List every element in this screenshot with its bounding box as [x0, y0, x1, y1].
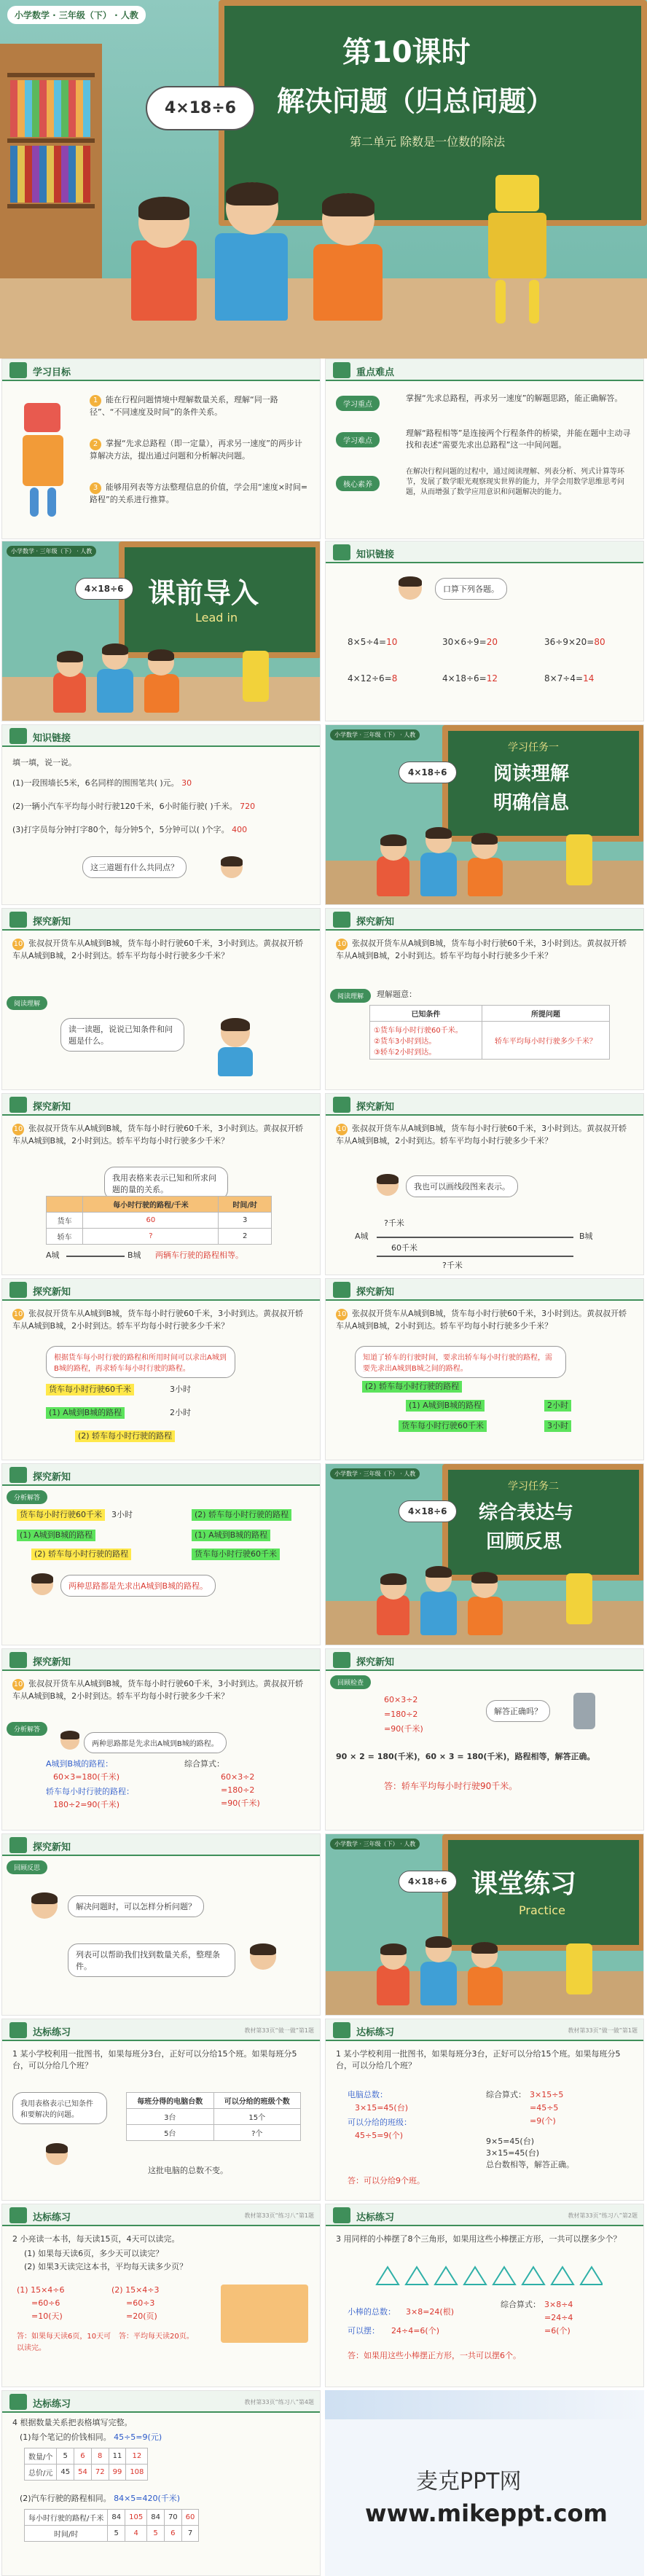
tip-bubble: 两种思路都是先求出A城到B城的路程。 — [84, 1732, 227, 1753]
seg-top: ?千米 — [384, 1218, 404, 1228]
textbook-ref: 教材第33页“做一做”第1题 — [244, 2027, 314, 2034]
part-2: (2)汽车行驶的路程相同。 — [20, 2494, 111, 2503]
expr-2: =180÷2 — [384, 1710, 418, 1719]
combined-2: =45÷5 — [530, 2103, 559, 2113]
known-2: ②货车3小时到达。 — [374, 1038, 436, 1046]
slide-title: 探究新知 — [33, 1102, 71, 1113]
expression-bubble: 4×18÷6 — [399, 762, 457, 783]
slide-explore-9 — [325, 1648, 644, 1831]
flow-distance: (1) A城到B城的路程 — [46, 1407, 125, 1419]
triangle-icon — [522, 2267, 544, 2285]
tag-difficulty: 学习难点 — [336, 432, 380, 447]
flow-left-2: 3小时 — [111, 1510, 133, 1519]
question-bubble: 解决问题时，可以怎样分析问题？ — [68, 1895, 204, 1917]
flow-right-2: (1) A城到B城的路程 — [192, 1530, 270, 1541]
part-1-expr: 45÷5=9(元) — [114, 2432, 162, 2442]
cell: 99 — [109, 2465, 126, 2481]
triangle-icon — [493, 2267, 515, 2285]
expression-bubble: 4×18÷6 — [146, 86, 255, 130]
cell: 84 — [108, 2510, 125, 2526]
equal-note: 两辆车行驶的路程相等。 — [155, 1250, 243, 1260]
section-title: 课前导入 — [148, 577, 259, 609]
work-4: (2) 15×4÷3 — [111, 2285, 160, 2295]
slide-title: 探究新知 — [356, 1102, 395, 1113]
speed-table — [46, 1196, 272, 1245]
expression-bubble: 4×18÷6 — [75, 578, 133, 600]
slide-title: 探究新知 — [33, 1287, 71, 1298]
slide-title: 探究新知 — [33, 917, 71, 928]
row-name: 轿车 — [47, 1229, 83, 1245]
problem-number: 10 — [12, 1124, 24, 1135]
slide-title: 达标练习 — [356, 2027, 395, 2038]
slide-practice-2 — [325, 2019, 644, 2201]
goal-2: 掌握“先求总路程（即一定量），再求另一速度”的两步计算解决方法，提出通过问题和分析解决问题。 — [90, 439, 302, 461]
reading-table-illustration — [221, 2285, 308, 2343]
task-title-2: 回顾反思 — [486, 1531, 562, 1553]
flow-left-3: (1) A城到B城的路程 — [17, 1530, 95, 1541]
cover-slide — [0, 0, 647, 359]
section-tag: 小学数学 · 三年级（下） · 人教 — [330, 729, 420, 740]
flow-time-2: 2小时 — [170, 1408, 191, 1417]
cell: 15个 — [213, 2109, 301, 2125]
expr-1: 60×3÷2 — [384, 1695, 418, 1704]
step-1: 小棒的总数： — [348, 2307, 396, 2317]
step-label: 阅读理解 — [330, 989, 371, 1003]
answer: 答：轿车平均每小时行驶90千米。 — [384, 1781, 518, 1791]
row-time: 2 — [219, 1229, 272, 1245]
step-label: 回顾反思 — [7, 1860, 47, 1874]
part-1: (1) 如果每天读6页，多少天可以读完？ — [24, 2249, 164, 2258]
question: 3 用同样的小棒摆了8个三角形，如果用这些小棒摆正方形，一共可以摆多少个？ — [336, 2234, 621, 2244]
section-en: Practice — [519, 1903, 565, 1917]
section-tag: 小学数学 · 三年级（下） · 人教 — [330, 1839, 420, 1849]
expression-bubble: 4×18÷6 — [399, 1500, 457, 1522]
textbook-ref: 教材第33页“练习八”第1题 — [244, 2212, 314, 2219]
calc-a: 10 — [386, 637, 398, 647]
triangle-icon — [406, 2267, 428, 2285]
problem-text: 张叔叔开货车从A城到B城，货车每小时行驶60千米，3小时到达。黄叔叔开轿车从A城到B城，2小时到达。轿车平均每小时行驶多少千米？ — [336, 1309, 627, 1331]
slide-learning-goals: 学习目标 1 能在行程问题情境中理解数量关系，理解“同一路径”、“不同速度及时间”的条件关系。 2 掌握“先求总路程（即一定量），再求另一速度”的两步计算解决方法，提出通过问题和分析解决问题。 3 能够用列表等方法整理信息的价值，学会用“速度×时间=路程”的关系进行推算。 — [1, 359, 321, 539]
price-table — [24, 2448, 148, 2481]
flow-right-4: 货车每小时行驶60千米 — [192, 1549, 280, 1560]
slide-title: 探究新知 — [33, 1657, 71, 1668]
problem-number: 10 — [336, 939, 348, 950]
question-bubble: 这三道题有什么共同点？ — [82, 856, 187, 878]
step-2: 3×8=24(根) — [406, 2307, 455, 2317]
row-speed: ? — [83, 1229, 219, 1245]
problem-text: 张叔叔开货车从A城到B城，货车每小时行驶60千米，3小时到达。黄叔叔开轿车从A城到B城，2小时到达。轿车平均每小时行驶多少千米？ — [12, 939, 304, 960]
triangle-icon — [377, 2267, 399, 2285]
flow-left-1: 货车每小时行驶60千米 — [17, 1509, 105, 1521]
calc-a: 14 — [583, 673, 595, 684]
combined-3: =9(个) — [530, 2116, 556, 2126]
row-speed: 60 — [83, 1213, 219, 1229]
step-1: 电脑总数： — [348, 2090, 388, 2099]
combined-2: =24÷4 — [544, 2313, 573, 2322]
step-2: 3×15=45(台) — [355, 2103, 409, 2113]
slide-title: 探究新知 — [33, 1472, 71, 1483]
flow-time: 3小时 — [170, 1385, 191, 1394]
intro: 填一填，说一说。 — [12, 758, 77, 767]
slide-explore-6 — [325, 1278, 644, 1460]
slide-title: 探究新知 — [33, 1842, 71, 1853]
slide-title: 探究新知 — [356, 917, 395, 928]
condition-table — [369, 1005, 610, 1060]
slide-title: 知识链接 — [356, 549, 395, 560]
combined-label: 综合算式： — [184, 1759, 224, 1769]
calc-q: 4×18÷6= — [442, 673, 487, 684]
lesson-tag: 小学数学 · 三年级（下） · 人教 — [7, 6, 146, 24]
step-3: 可以摆： — [348, 2326, 380, 2336]
cell: 5台 — [127, 2125, 214, 2141]
cell: 12 — [126, 2448, 148, 2465]
flow-truck: 货车每小时行驶60千米 — [399, 1420, 487, 1432]
cell: 数量/个 — [25, 2448, 57, 2465]
tip-bubble: 读一读题，说说已知条件和问题是什么。 — [60, 1018, 184, 1052]
step-label: 阅读理解 — [7, 996, 47, 1010]
cell: 11 — [109, 2448, 126, 2465]
cell: 60 — [181, 2510, 199, 2526]
calc-step-4: 180÷2=90(千米) — [53, 1800, 120, 1809]
question: 1 某小学校利用一批图书，如果每班分3台，正好可以分给15个班。如果每班分5台，可以分给几个班？ — [12, 2049, 297, 2070]
slide-explore-8 — [1, 1648, 321, 1831]
flow-left-5: (2) 轿车每小时行驶的路程 — [31, 1549, 131, 1560]
difficulty-text: 理解“路程相等”是连接两个行程条件的桥梁，并能在题中主动寻找和表述“需要先求出总路程”这一中间问题。 — [406, 428, 631, 450]
robot-illustration — [495, 175, 539, 211]
section-en: Lead in — [195, 611, 238, 625]
triangle-icon — [435, 2267, 457, 2285]
problem-number: 10 — [336, 1309, 348, 1320]
goal-1: 能在行程问题情境中理解数量关系，理解“同一路径”、“不同速度及时间”的条件关系。 — [90, 395, 278, 417]
slide-knowledge-link-2 — [1, 724, 321, 905]
combined-1: 60×3÷2 — [221, 1772, 255, 1782]
work-2: =60÷6 — [31, 2298, 60, 2308]
step-4: 45÷5=9(个) — [355, 2131, 404, 2140]
ask-cell: 轿车平均每小时行驶多少千米？ — [482, 1022, 609, 1060]
tag-literacy: 核心素养 — [336, 476, 380, 491]
cell: 105 — [125, 2510, 147, 2526]
slide-title: 学习目标 — [33, 367, 71, 378]
cell: 每小时行驶的路程/千米 — [25, 2510, 108, 2526]
combined-3: =6(个) — [544, 2326, 570, 2336]
calc-a: 8 — [391, 673, 398, 684]
calc-q: 4×12÷6= — [348, 673, 392, 684]
slide-title: 重点难点 — [356, 367, 395, 378]
slide-task-2 — [325, 1463, 644, 1645]
flow-distance: (1) A城到B城的路程 — [406, 1400, 485, 1412]
tip-bubble: 我用表格表示已知条件和要解决的问题。 — [12, 2092, 107, 2124]
flow-time-2: 3小时 — [544, 1420, 571, 1432]
calc-q: 8×7÷4= — [544, 673, 584, 684]
slide-explore-7 — [1, 1463, 321, 1645]
fill-item: (2)一辆小汽车平均每小时行驶120千米，6小时能行驶( )千米。 — [12, 802, 238, 811]
problem-text: 张叔叔开货车从A城到B城，货车每小时行驶60千米，3小时到达。黄叔叔开轿车从A城到B城，2小时到达。轿车平均每小时行驶多少千米？ — [12, 1679, 304, 1701]
step-3: 可以分给的班级： — [348, 2118, 412, 2127]
slide-key-points — [325, 359, 644, 539]
work-1: (1) 15×4÷6 — [17, 2285, 65, 2295]
section-title: 课堂练习 — [471, 1869, 577, 1899]
cell: 108 — [126, 2465, 148, 2481]
check-3: 总台数相等，解答正确。 — [486, 2160, 574, 2169]
part-2: (2) 如果3天读完这本书，平均每天读多少页？ — [24, 2262, 188, 2271]
fill-answer: 720 — [240, 802, 256, 811]
col: 时间/时 — [219, 1197, 272, 1213]
expr-3: =90(千米) — [384, 1724, 423, 1734]
work-3: =10(天) — [31, 2311, 63, 2321]
answer: 答：可以分给9个班。 — [348, 2176, 425, 2185]
calc-a: 20 — [486, 637, 498, 647]
cell: 5 — [147, 2526, 165, 2542]
slide-practice-5 — [1, 2390, 321, 2576]
combined-1: 3×15÷5 — [530, 2090, 564, 2099]
question: 1 某小学校利用一批图书，如果每班分3台，正好可以分给15个班。如果每班分5台，可以分给几个班？ — [336, 2049, 621, 2070]
calc-a: 12 — [486, 673, 498, 684]
slide-task-1 — [325, 724, 644, 905]
check-2: 3×15=45(台) — [486, 2148, 540, 2158]
slide-title: 达标练习 — [356, 2212, 395, 2223]
cell: 70 — [164, 2510, 181, 2526]
triangle-icon — [581, 2267, 603, 2285]
fill-answer: 400 — [232, 825, 248, 834]
check-text: 90 × 2 = 180(千米)，60 × 3 = 180(千米)，路程相等，解答正确。 — [336, 1752, 595, 1761]
seg-truck: 60千米 — [391, 1243, 417, 1253]
problem-number: 10 — [12, 1309, 24, 1320]
answer-1: 答：如果每天读6页，10天可以读完。 — [17, 2333, 111, 2352]
row-name: 货车 — [47, 1213, 83, 1229]
fill-item: (3)打字员每分钟打字80个，每分钟5个，5分钟可以( )个字。 — [12, 825, 230, 834]
slide-title: 达标练习 — [33, 2399, 71, 2410]
brand-name: 麦克PPT网 — [416, 2469, 522, 2494]
tip-bubble: 知道了轿车的行驶时间，要求出轿车每小时行驶的路程，需要先求出A城到B城之间的路程。 — [355, 1346, 566, 1378]
problem-number: 10 — [12, 939, 24, 950]
cell: 6 — [164, 2526, 181, 2542]
answer-2: 答：平均每天读20页。 — [119, 2333, 194, 2341]
cell: 时间/时 — [25, 2526, 108, 2542]
problem-text: 张叔叔开货车从A城到B城，货车每小时行驶60千米，3小时到达。黄叔叔开轿车从A城到B城，2小时到达。轿车平均每小时行驶多少千米？ — [12, 1309, 304, 1331]
tag-focus: 学习重点 — [336, 396, 380, 411]
step-label: 分析解答 — [7, 1490, 47, 1504]
focus-text: 掌握“先求总路程，再求另一速度”的解题思路，能正确解答。 — [406, 394, 623, 403]
cell: 3台 — [127, 2109, 214, 2125]
cell: 总价/元 — [25, 2465, 57, 2481]
header-ask: 所提问题 — [482, 1006, 609, 1022]
textbook-ref: 教材第33页“练习八”第2题 — [568, 2212, 638, 2219]
calc-step-3: 轿车每小时行驶的路程： — [46, 1787, 134, 1796]
task-title-1: 综合表达与 — [479, 1502, 574, 1524]
calc-step-2: 60×3=180(千米) — [53, 1772, 120, 1782]
check-1: 9×5=45(台) — [486, 2137, 535, 2146]
triangle-icon — [552, 2267, 573, 2285]
combined-label: 综合算式： — [486, 2090, 526, 2099]
header-known: 已知条件 — [370, 1006, 482, 1022]
step-4: 24÷4=6(个) — [391, 2326, 440, 2336]
slide-title: 知识链接 — [33, 733, 71, 744]
cell: ?个 — [213, 2125, 301, 2141]
col: 可以分给的班级个数 — [213, 2093, 301, 2109]
row-time: 3 — [219, 1213, 272, 1229]
constant-note: 这批电脑的总数不变。 — [148, 2166, 228, 2175]
flow-car: (2) 轿车每小时行驶的路程 — [75, 1430, 175, 1442]
slide-explore-2 — [325, 908, 644, 1090]
prompt-bubble: 口算下列各题。 — [435, 578, 507, 600]
part-1: (1)每个笔记的价钱相同。 — [20, 2432, 111, 2442]
triangle-icon — [464, 2267, 486, 2285]
cell: 7 — [181, 2526, 199, 2542]
speed-table — [24, 2509, 199, 2542]
flow-car: (2) 轿车每小时行驶的路程 — [362, 1381, 462, 1393]
col: 每小时行驶的路程/千米 — [83, 1197, 219, 1213]
lesson-subtitle: 第二单元 除数是一位数的除法 — [350, 135, 506, 149]
flow-right-1: (2) 轿车每小时行驶的路程 — [192, 1509, 291, 1521]
slide-practice-cover — [325, 1833, 644, 2016]
slide-lead-in — [1, 541, 321, 721]
task-label: 学习任务一 — [508, 742, 559, 753]
question: 4 根据数量关系把表格填写完整。 — [12, 2418, 133, 2427]
step-label: 回顾检查 — [330, 1675, 371, 1689]
triangle-row-icon — [369, 2264, 603, 2286]
problem-text: 张叔叔开货车从A城到B城，货车每小时行驶60千米，3小时到达。黄叔叔开轿车从A城到B城，2小时到达。轿车平均每小时行驶多少千米？ — [336, 939, 627, 960]
cell: 5 — [108, 2526, 125, 2542]
lesson-title: 解决问题（归总问题） — [277, 85, 554, 117]
cell: 54 — [74, 2465, 92, 2481]
calc-q: 8×5÷4= — [348, 637, 387, 647]
known-3: ③轿车2小时到达。 — [374, 1049, 436, 1057]
slide-title: 达标练习 — [33, 2212, 71, 2223]
task-label: 学习任务二 — [508, 1481, 559, 1492]
tip-bubble: 我也可以画线段图来表示。 — [406, 1175, 518, 1197]
cell: 45 — [57, 2465, 74, 2481]
slide-title: 探究新知 — [356, 1657, 395, 1668]
question-bubble: 解答正确吗？ — [486, 1700, 550, 1722]
problem-text: 张叔叔开货车从A城到B城，货车每小时行驶60千米，3小时到达。黄叔叔开轿车从A城到B城，2小时到达。轿车平均每小时行驶多少千米？ — [12, 1124, 304, 1146]
cell: 84 — [147, 2510, 165, 2526]
step-label: 分析解答 — [7, 1722, 47, 1736]
col: 每班分得的电脑台数 — [127, 2093, 214, 2109]
combined-3: =90(千米) — [221, 1798, 260, 1808]
summary-bubble: 两种思路都是先求出A城到B城的路程。 — [60, 1575, 216, 1597]
slide-practice-1 — [1, 2019, 321, 2201]
flow-truck: 货车每小时行驶60千米 — [46, 1384, 134, 1395]
flow-time: 2小时 — [544, 1400, 571, 1412]
expression-bubble: 4×18÷6 — [399, 1871, 457, 1892]
cell: 6 — [74, 2448, 92, 2465]
cell: 8 — [91, 2448, 109, 2465]
calc-a: 80 — [594, 637, 605, 647]
city-b: B城 — [579, 1232, 593, 1241]
tip-bubble: 我用表格来表示已知和所求问题的量的关系。 — [104, 1167, 228, 1200]
textbook-ref: 教材第33页“做一做”第1题 — [568, 2027, 638, 2034]
task-title-1: 阅读理解 — [493, 763, 570, 785]
known-1: ①货车每小时行驶60千米。 — [374, 1027, 463, 1035]
lesson-number: 第10课时 — [342, 36, 471, 69]
slide-explore-5 — [1, 1278, 321, 1460]
answer-bubble: 列表可以帮助我们找到数量关系，整理条件。 — [68, 1943, 235, 1977]
tip-bubble: 根据货车每小时行驶的路程和所用时间可以求出A城到B城的路程，再求轿车每小时行驶的路程。 — [46, 1346, 235, 1378]
question: 2 小亮读一本书，每天读15页，4天可以读完。 — [12, 2234, 180, 2244]
col — [47, 1197, 83, 1213]
slide-title: 达标练习 — [33, 2027, 71, 2038]
slide-title: 探究新知 — [356, 1287, 395, 1298]
textbook-ref: 教材第33页“练习八”第4题 — [244, 2399, 314, 2405]
part-2-expr: 84×5=420(千米) — [114, 2494, 181, 2503]
slide-knowledge-link-1 — [325, 541, 644, 721]
city-a: A城 — [355, 1232, 369, 1241]
seg-car: ?千米 — [442, 1261, 463, 1270]
problem-number: 10 — [336, 1124, 348, 1135]
combined-1: 3×8÷4 — [544, 2300, 573, 2309]
calc-q: 36÷9×20= — [544, 637, 595, 647]
combined-2: =180÷2 — [221, 1785, 255, 1795]
problem-text: 张叔叔开货车从A城到B城，货车每小时行驶60千米，3小时到达。黄叔叔开轿车从A城到B城，2小时到达。轿车平均每小时行驶多少千米？ — [336, 1124, 627, 1146]
answer: 答：如果用这些小棒摆正方形，一共可以摆6个。 — [348, 2351, 521, 2360]
literacy-text: 在解决行程问题的过程中，通过阅读理解、列表分析、列式计算等环节，发展了数学眼光观察现实世界的能力，并学会用数学思维思考问题，从而增强了数学应用意识和问题解决的能力。 — [406, 468, 624, 496]
fill-item: (1)一段围墙长5米，6名同样的围围笔共( )元。 — [12, 778, 179, 788]
cell: 4 — [125, 2526, 147, 2542]
work-6: =20(页) — [126, 2311, 157, 2321]
brand-url: www.mikeppt.com — [365, 2499, 608, 2527]
city-b: B城 — [128, 1250, 141, 1260]
calc-q: 30×6÷9= — [442, 637, 487, 647]
slide-reflect — [1, 1833, 321, 2016]
slide-explore-3 — [1, 1093, 321, 1275]
brand-panel — [325, 2390, 644, 2576]
slide-practice-3 — [1, 2204, 321, 2387]
problem-number: 10 — [12, 1679, 24, 1691]
goal-3: 能够用列表等方法整理信息的价值，学会用“速度×时间=路程”的关系进行推算。 — [90, 482, 308, 504]
sub-label: 理解题意： — [377, 990, 417, 999]
calc-step-1: A城到B城的路程： — [46, 1759, 114, 1769]
slide-practice-4 — [325, 2204, 644, 2387]
computer-table — [126, 2092, 301, 2141]
combined-label: 综合算式： — [501, 2300, 541, 2309]
cell: 5 — [57, 2448, 74, 2465]
work-5: =60÷3 — [126, 2298, 155, 2308]
city-a: A城 — [46, 1250, 60, 1260]
task-title-2: 明确信息 — [493, 792, 570, 814]
slide-explore-4 — [325, 1093, 644, 1275]
fill-answer: 30 — [181, 778, 192, 788]
slide-explore-1 — [1, 908, 321, 1090]
section-tag: 小学数学 · 三年级（下） · 人教 — [7, 546, 96, 557]
section-tag: 小学数学 · 三年级（下） · 人教 — [330, 1468, 420, 1479]
cell: 72 — [91, 2465, 109, 2481]
